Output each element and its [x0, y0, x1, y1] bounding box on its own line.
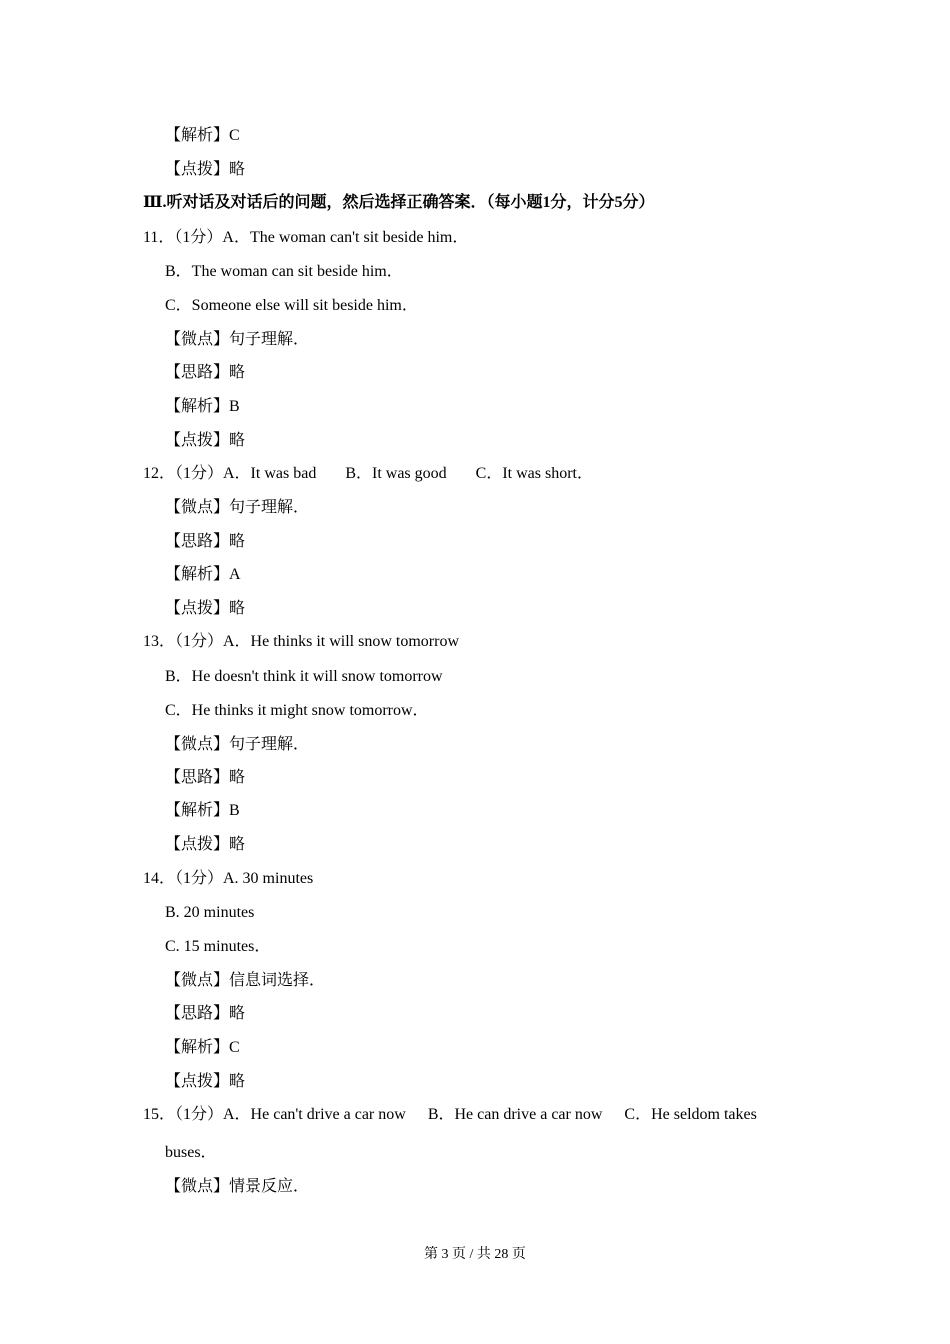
answer-analysis: 【解析】C — [165, 127, 240, 144]
question-12-analysis: 【解析】A — [165, 566, 241, 583]
question-15-option-a: 15．（1分）A．He can't drive a car now — [143, 1106, 406, 1123]
question-12-option-b: B．It was good — [345, 465, 447, 482]
question-13-tip: 【点拨】略 — [165, 836, 246, 853]
answer-tip: 【点拨】略 — [165, 161, 246, 178]
question-15-point: 【微点】情景反应． — [165, 1178, 310, 1195]
question-15-option-c: C．He seldom takes — [624, 1106, 757, 1123]
question-12-stem — [143, 464, 593, 484]
question-13-analysis: 【解析】B — [165, 802, 240, 819]
question-15-option-b: B．He can drive a car now — [427, 1106, 603, 1123]
question-14-approach: 【思路】略 — [165, 1005, 246, 1022]
question-11-option-c: C．Someone else will sit beside him． — [165, 297, 418, 314]
question-11-tip: 【点拨】略 — [165, 432, 246, 449]
question-11-approach: 【思路】略 — [165, 364, 246, 381]
question-14-stem: 14．（1分）A. 30 minutes — [143, 870, 314, 887]
question-12-option-c: C．It was short． — [475, 465, 594, 482]
question-11-stem: 11．（1分）A．The woman can't sit beside him． — [143, 229, 469, 246]
question-11-analysis: 【解析】B — [165, 398, 240, 415]
question-14-analysis: 【解析】C — [165, 1039, 240, 1056]
question-12-approach: 【思路】略 — [165, 533, 246, 550]
question-15-option-c-continued: buses． — [165, 1144, 217, 1161]
question-12-option-a: 12．（1分）A．It was bad — [143, 465, 317, 482]
question-14-option-b: B. 20 minutes — [165, 904, 255, 921]
question-14-tip: 【点拨】略 — [165, 1073, 246, 1090]
question-13-approach: 【思路】略 — [165, 769, 246, 786]
question-13-option-b: B．He doesn't think it will snow tomorrow — [165, 668, 443, 685]
question-12-tip: 【点拨】略 — [165, 600, 246, 617]
question-11-point: 【微点】句子理解． — [165, 331, 310, 348]
question-15-stem — [143, 1105, 757, 1125]
question-13-option-c: C．He thinks it might snow tomorrow． — [165, 702, 429, 719]
question-12-point: 【微点】句子理解． — [165, 499, 310, 516]
question-13-stem: 13．（1分）A．He thinks it will snow tomorrow — [143, 633, 459, 650]
section-heading: Ⅲ.听对话及对话后的问题，然后选择正确答案．（每小题1分，计分5分） — [143, 194, 655, 211]
question-13-point: 【微点】句子理解． — [165, 736, 310, 753]
question-14-option-c: C. 15 minutes． — [165, 938, 271, 955]
question-11-option-b: B．The woman can sit beside him． — [165, 263, 403, 280]
page-footer: 第 3 页 / 共 28 页 — [424, 1247, 526, 1262]
question-14-point: 【微点】信息词选择． — [165, 972, 326, 989]
